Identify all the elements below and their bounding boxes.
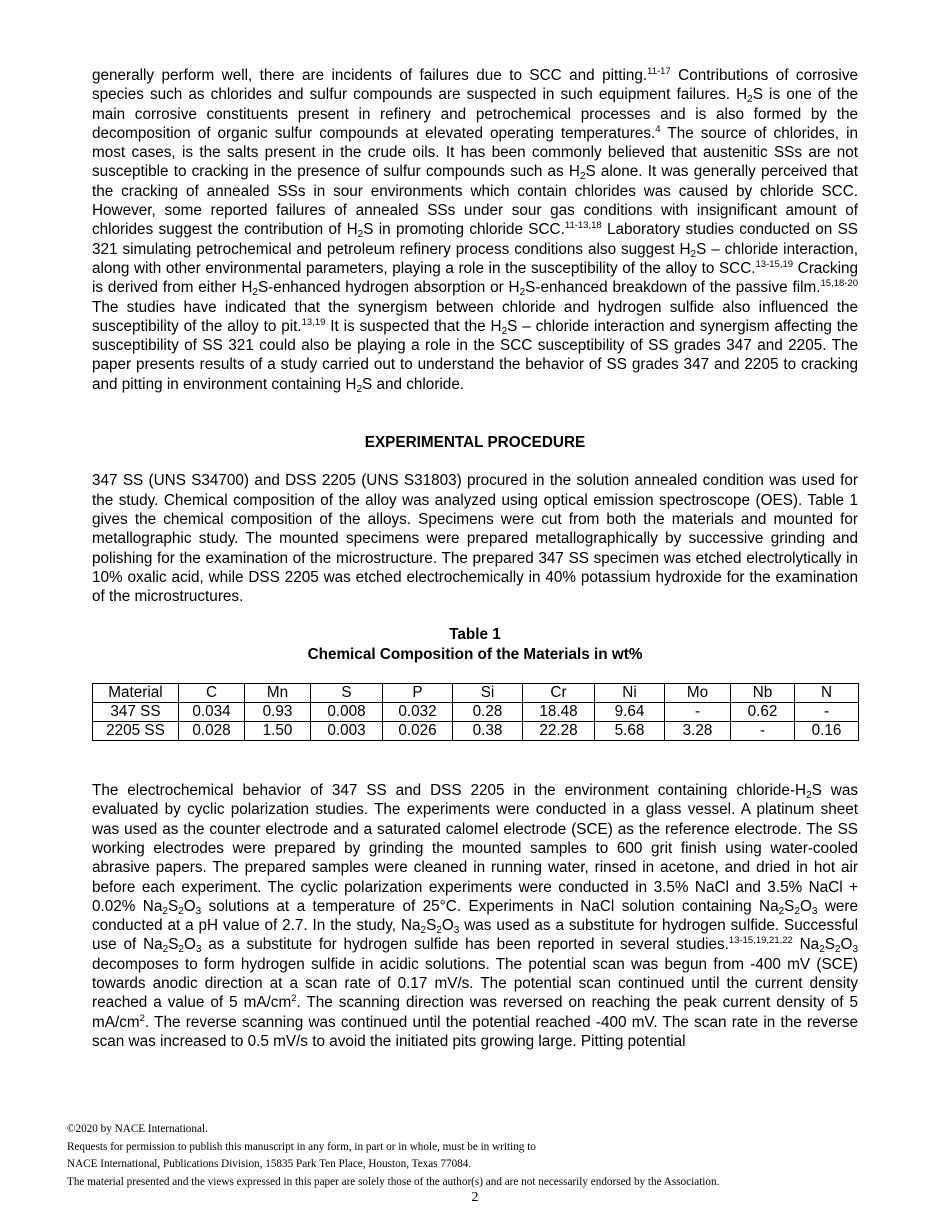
- composition-table: [92, 683, 859, 741]
- table-header-cell: Mo: [665, 684, 731, 703]
- table-cell: 0.034: [179, 703, 245, 722]
- chemical-subscript: 2: [162, 944, 169, 956]
- text-run: decomposes to form hydrogen sulfide in acidic solutions. The potential scan was begun from -400 mV (SCE) towards anodic direction at a scan rate of 0.17 mV/s. The potential scan continued until the current density reached a value of 5 mA/cm: [92, 955, 858, 1012]
- page-footer: [67, 1121, 867, 1191]
- text-run: Contributions of corrosive species such as chlorides and sulfur compounds are suspected in such equipment failures. H: [92, 67, 858, 104]
- table-cell: 0.38: [453, 722, 523, 741]
- citation-superscript: 11-13,18: [564, 220, 602, 232]
- table-header-cell: Mn: [245, 684, 311, 703]
- text-run: S was evaluated by cyclic polarization studies. The experiments were conducted in a glass vessel. A platinum sheet was used as the counter electrode and a saturated calomel electrode (SCE) as the reference electrode. The SS working electrodes were prepared by grinding the mounted samples to 600 grit finish using water-cooled abrasive papers. The prepared samples were cleaned in running water, rinsed in acetone, and dried in hot air before each experiment. The cyclic polarization experiments were conducted in 3.5% NaCl and 3.5% NaCl + 0.02% Na: [92, 782, 859, 915]
- table-cell: 18.48: [523, 703, 595, 722]
- page-number: 2: [471, 1190, 479, 1205]
- table-cell: 22.28: [523, 722, 595, 741]
- page-body: [92, 66, 858, 1051]
- chemical-subscript: 2: [420, 925, 427, 937]
- chemical-subscript: 2: [806, 790, 812, 802]
- table-number: Table 1: [449, 626, 501, 644]
- text-run: The studies have indicated that the synergism between chloride and hydrogen sulfide also influenced the susceptibility of the alloy to pit.: [92, 298, 858, 335]
- table-cell: 5.68: [595, 722, 665, 741]
- table-cell: 3.28: [665, 722, 731, 741]
- text-run: S – chloride interaction, along with other environmental parameters, playing a role in the susceptibility of the alloy to SCC.: [92, 240, 858, 277]
- citation-superscript: 2: [291, 993, 297, 1005]
- chemical-subscript: 3: [453, 925, 460, 937]
- table-header-cell: Cr: [523, 684, 595, 703]
- table-header-cell: P: [383, 684, 453, 703]
- table-header-cell: C: [179, 684, 245, 703]
- text-run: O: [799, 897, 812, 915]
- table-row: [93, 703, 859, 722]
- chemical-subscript: 2: [501, 325, 508, 337]
- citation-superscript: 13-15,19: [755, 258, 794, 270]
- table-row: [93, 722, 859, 741]
- section-heading: EXPERIMENTAL PROCEDURE: [364, 434, 586, 452]
- chemical-subscript: 3: [811, 905, 818, 917]
- chemical-subscript: 2: [834, 944, 841, 956]
- footer-permission-2: NACE International, Publications Division, 15835 Park Ten Place, Houston, Texas 77084.: [67, 1158, 472, 1170]
- text-run: as a substitute for hydrogen sulfide has been reported in several studies.: [201, 936, 729, 954]
- text-run: 347 SS (UNS S34700) and DSS 2205 (UNS S31803) procured in the solution annealed condition was used for the study. Chemical composition of the alloy was analyzed using optical emission spectroscope (OES). Table 1 gives the chemical composition of the alloys. Specimens were cut from both the materials and mounted for metallographic study. The mounted specimens were prepared metallographically by successive grinding and polishing for the examination of the microstructure. The prepared 347 SS specimen was etched electrolytically in 10% oxalic acid, while DSS 2205 was etched electrochemically in 40% potassium hydroxide for the examination of the microstructures.: [92, 472, 858, 606]
- table-cell: 1.50: [245, 722, 311, 741]
- table-cell: 0.026: [383, 722, 453, 741]
- text-run: S-enhanced hydrogen absorption or H: [257, 279, 520, 297]
- text-run: S: [426, 917, 437, 935]
- text-run: S: [168, 936, 179, 954]
- table-cell: -: [665, 703, 731, 722]
- text-run: S in promoting chloride SCC.: [363, 221, 565, 239]
- text-run: O: [183, 897, 196, 915]
- table-cell: 0.93: [245, 703, 311, 722]
- text-run: Cracking is derived from either H: [92, 259, 858, 297]
- table-cell: 0.16: [795, 722, 859, 741]
- table-cell: 0.008: [311, 703, 383, 722]
- chemical-subscript: 2: [819, 944, 825, 956]
- chemical-subscript: 2: [690, 248, 697, 260]
- chemical-subscript: 2: [794, 905, 800, 917]
- citation-superscript: 11-17: [647, 66, 671, 77]
- table-cell: 0.28: [453, 703, 523, 722]
- intro-paragraph: [92, 66, 858, 394]
- procedure-paragraph: [92, 471, 858, 606]
- citation-superscript: 4: [655, 123, 661, 135]
- chemical-subscript: 2: [579, 171, 586, 183]
- chemical-subscript: 2: [747, 94, 753, 106]
- table-cell: 347 SS: [93, 703, 179, 722]
- table-header-cell: Material: [93, 684, 179, 703]
- table-cell: 0.028: [179, 722, 245, 741]
- table-header-cell: Si: [453, 684, 523, 703]
- text-run: S – chloride interaction and synergism affecting the susceptibility of SS 321 could also be playing a role in the SCC susceptibility of SS grades 347 and 2205. The paper presents results of a study carried out to understand the behavior of SS grades 347 and 2205 to cracking and pitting in environment containing H: [92, 317, 858, 393]
- text-run: Na: [792, 936, 820, 954]
- table-cell: 0.003: [311, 722, 383, 741]
- chemical-subscript: 2: [356, 383, 363, 395]
- citation-superscript: 2: [139, 1012, 145, 1024]
- citation-superscript: 15,18-20: [820, 278, 859, 290]
- chemical-subscript: 2: [252, 287, 258, 299]
- table-cell: -: [795, 703, 859, 722]
- text-run: It is suspected that the H: [325, 317, 502, 335]
- chemical-subscript: 2: [436, 925, 442, 937]
- text-run: were conducted at a pH value of 2.7. In the study, Na: [92, 897, 858, 935]
- text-run: S-enhanced breakdown of the passive film.: [525, 279, 821, 297]
- electrochem-paragraph: [92, 781, 858, 1051]
- chemical-subscript: 2: [162, 905, 168, 917]
- table-cell: 9.64: [595, 703, 665, 722]
- text-run: The electrochemical behavior of 347 SS and DSS 2205 in the environment containing chloride-H: [92, 782, 807, 800]
- chemical-subscript: 2: [178, 905, 184, 917]
- chemical-subscript: 2: [519, 287, 526, 299]
- chemical-subscript: 3: [195, 905, 202, 917]
- footer-copyright: ©2020 by NACE International.: [67, 1123, 208, 1135]
- text-run: S: [824, 936, 835, 954]
- text-run: solutions at a temperature of 25°C. Experiments in NaCl solution containing Na: [201, 897, 779, 915]
- table-cell: 2205 SS: [93, 722, 179, 741]
- table-header-cell: Nb: [731, 684, 795, 703]
- footer-permission-1: Requests for permission to publish this manuscript in any form, in part or in whole, must be in writing to: [67, 1140, 536, 1153]
- table-cell: -: [731, 722, 795, 741]
- chemical-subscript: 3: [195, 944, 202, 956]
- chemical-subscript: 2: [178, 944, 184, 956]
- text-run: O: [840, 936, 853, 954]
- text-run: S: [784, 897, 795, 915]
- text-run: S: [167, 897, 179, 915]
- text-run: generally perform well, there are incidents of failures due to SCC and pitting.: [92, 67, 648, 84]
- table-header-cell: S: [311, 684, 383, 703]
- text-run: . The scanning direction was reversed on reaching the peak current density of 5 mA/cm: [92, 994, 858, 1031]
- table-header-cell: N: [795, 684, 859, 703]
- text-run: S and chloride.: [362, 375, 465, 393]
- table-title: Chemical Composition of the Materials in wt%: [307, 645, 643, 663]
- table-header-cell: Ni: [595, 684, 665, 703]
- chemical-subscript: 3: [852, 944, 858, 956]
- text-run: O: [183, 936, 196, 954]
- text-run: Laboratory studies conducted on SS 321 simulating petrochemical and petroleum refinery process conditions also suggest H: [92, 221, 858, 258]
- text-run: S alone. It was generally perceived that the cracking of annealed SSs in sour environments which contain chlorides was caused by chloride SCC. However, some reported failures of annealed SSs under sour gas conditions with insignificant amount of chlorides suggest the contribution of H: [92, 163, 858, 239]
- text-run: S is one of the main corrosive constituents present in refinery and petrochemical processes and is also formed by the decomposition of organic sulfur compounds at elevated operating temperatures.: [92, 86, 858, 142]
- table-header-row: [93, 684, 859, 703]
- table-cell: 0.62: [731, 703, 795, 722]
- chemical-subscript: 2: [778, 905, 785, 917]
- citation-superscript: 13-15,19,21,22: [728, 935, 793, 947]
- footer-disclaimer: The material presented and the views expressed in this paper are solely those of the author(s) and are not necessarily endorsed by the Association.: [67, 1175, 720, 1188]
- citation-superscript: 13,19: [301, 316, 326, 328]
- text-run: The source of chlorides, in most cases, is the salts present in the crude oils. It has been commonly believed that austenitic SSs are not susceptible to cracking in the presence of sulfur compounds such as H: [92, 124, 858, 181]
- table-cell: 0.032: [383, 703, 453, 722]
- chemical-subscript: 2: [357, 229, 364, 241]
- text-run: . The reverse scanning was continued until the potential reached -400 mV. The scan rate in the reverse scan was increased to 0.5 mV/s to avoid the initiated pits growing large. Pitting potential: [92, 1013, 858, 1050]
- text-run: O: [441, 917, 454, 935]
- text-run: was used as a substitute for hydrogen sulfide. Successful use of Na: [92, 917, 858, 954]
